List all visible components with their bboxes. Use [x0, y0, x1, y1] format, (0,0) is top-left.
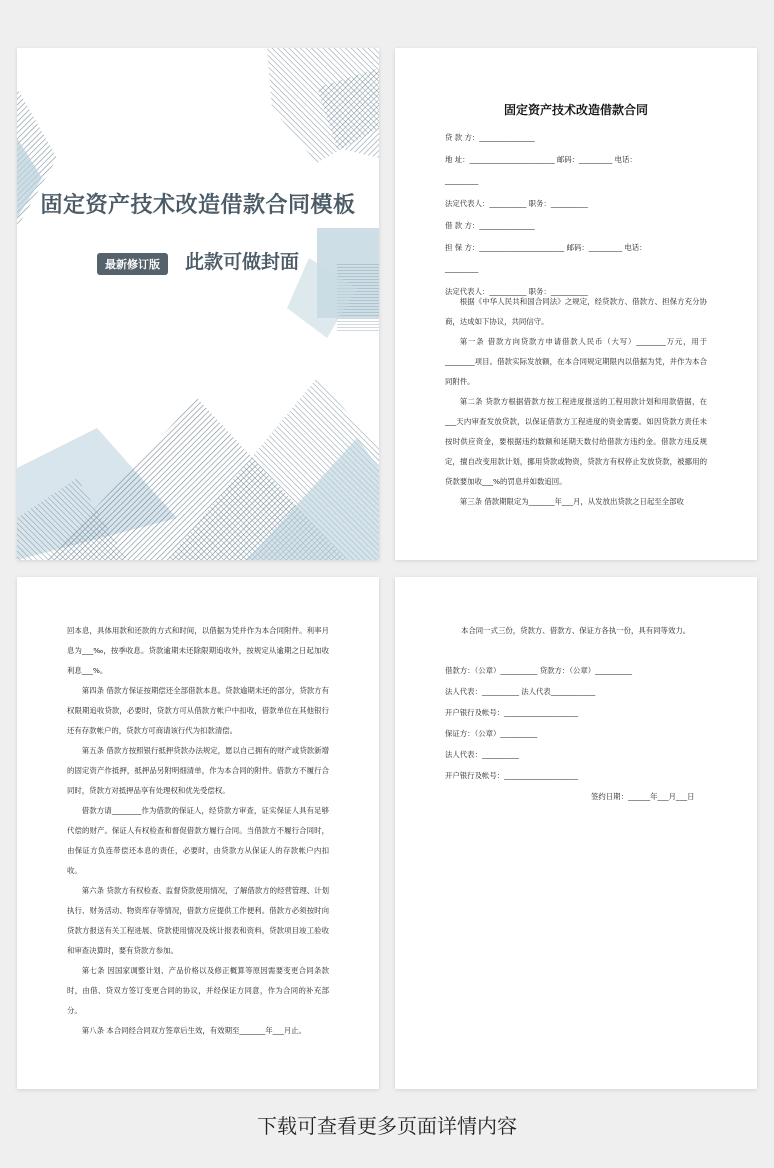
- paragraph: 第四条 借款方保证按期偿还全部借款本息。贷款逾期未还的部分，贷款方有权限期追收贷款，必要时，贷款方可从借款方帐户中扣收，借款单位在其他银行还有存款帐户的，贷款方可商请该行代为扣款清偿。: [67, 686, 329, 735]
- paragraph: 根据《中华人民共和国合同法》之规定，经贷款方、借款方、担保方充分协商，达成如下协议，共同信守。: [445, 297, 707, 326]
- signature-line: 法人代表：__________ 法人代表____________: [445, 687, 596, 696]
- paragraph: 第六条 贷款方有权检查、监督贷款使用情况，了解借款方的经营管理、计划执行、财务活动、物资库存等情况，借款方应提供工作便利。借款方必须按时向贷款方报送有关工程进展、贷款使用情况及统计报表和资料，贷款项目竣工验收和审查决算时，要有贷款方参加。: [67, 886, 329, 955]
- signature-line: 法人代表：__________: [445, 750, 519, 759]
- contract-title: 固定资产技术改造借款合同: [503, 103, 648, 117]
- paragraph: 第八条 本合同经合同双方签章后生效，有效期至_______年___月止。: [81, 1026, 306, 1035]
- guarantor-field: 担 保 方：_______________________ 邮码：_________ 电话：: [445, 243, 647, 252]
- cover-page: [17, 48, 379, 560]
- contract-page-3: [395, 577, 757, 1089]
- signature-line: 保证方：（公章）__________: [445, 729, 538, 738]
- phone-continuation: _________: [445, 176, 479, 185]
- phone-continuation-2: _________: [445, 264, 479, 273]
- revision-badge: 最新修订版: [97, 253, 168, 275]
- borrower-field: 借 款 方：_______________: [445, 221, 535, 230]
- cover-geometric-art: [17, 48, 379, 560]
- contract-body-1: [445, 292, 707, 512]
- address-field: 地 址：_______________________ 邮码：_________ 电话：: [445, 155, 637, 164]
- paragraph: 第二条 贷款方根据借款方按工程进度报送的工程用款计划和用款借据，在___天内审查发放贷款，以保证借款方工程进度的资金需要。如因贷款方责任未按时供应资金，要根据违约数额和延期天数付给借款方违约金。借款方违反规定，擅自改变用款计划，挪用贷款或物资，贷款方有权停止发放贷款，被挪用的贷款要加收___%的罚息并如数追回。: [445, 397, 707, 486]
- signature-line: 开户银行及帐号：____________________: [445, 771, 579, 780]
- paragraph: 借款方请________作为借款的保证人，经贷款方审查，证实保证人具有足够代偿的财产。保证人有权检查和督促借款方履行合同。当借款方不履行合同时，由保证方负连带偿还本息的责任，必要时，由贷款方从保证人的存款帐户内扣收。: [67, 806, 329, 875]
- cover-title: 固定资产技术改造借款合同模板: [40, 193, 356, 218]
- cover-note: 此款可做封面: [185, 251, 300, 273]
- paragraph: 第三条 借款期限定为_______年___月，从发放出贷款之日起至全部收: [459, 497, 684, 506]
- signing-date: 签约日期：______年___月___日: [591, 792, 695, 801]
- paragraph: 第一条 借款方向贷款方申请借款人民币（大写）________万元，用于________项目。借款实际发放额，在本合同规定期限内以借据为凭，并作为本合同附件。: [445, 337, 707, 386]
- lender-field: 贷 款 方：_______________: [445, 133, 535, 142]
- contract-body-2: [67, 621, 329, 1041]
- legal-rep-field: 法定代表人：__________ 职务：__________: [445, 199, 588, 208]
- copies-statement: 本合同一式三份，贷款方、借款方、保证方各执一份，具有同等效力。: [461, 626, 691, 635]
- signature-line: 开户银行及帐号：____________________: [445, 708, 579, 717]
- download-prompt: 下载可查看更多页面详情内容: [257, 1114, 517, 1138]
- paragraph: 第七条 因国家调整计划、产品价格以及修正概算等原因需要变更合同条款时，由借、贷双方签订变更合同的协议，并经保证方同意，作为合同的补充部分。: [67, 966, 329, 1015]
- legal-rep-field-2: 法定代表人：__________ 职务：__________: [445, 287, 588, 296]
- signature-line: 借款方：（公章）__________ 贷款方：（公章）__________: [445, 666, 633, 675]
- contract-page-1: [395, 48, 757, 560]
- contract-page-2: [17, 577, 379, 1089]
- paragraph: 回本息，具体用款和还款的方式和时间，以借据为凭并作为本合同附件。利率月息为___‰，按季收息。贷款逾期未还除限期追收外，按规定从逾期之日起加收利息___%。: [67, 626, 329, 675]
- paragraph: 第五条 借款方按照银行抵押贷款办法规定，愿以自己拥有的财产或贷款新增的固定资产作抵押，抵押品另附明细清单，作为本合同的附件。借款方不履行合同时，贷款方对抵押品享有处理权和优先受偿权。: [67, 746, 329, 795]
